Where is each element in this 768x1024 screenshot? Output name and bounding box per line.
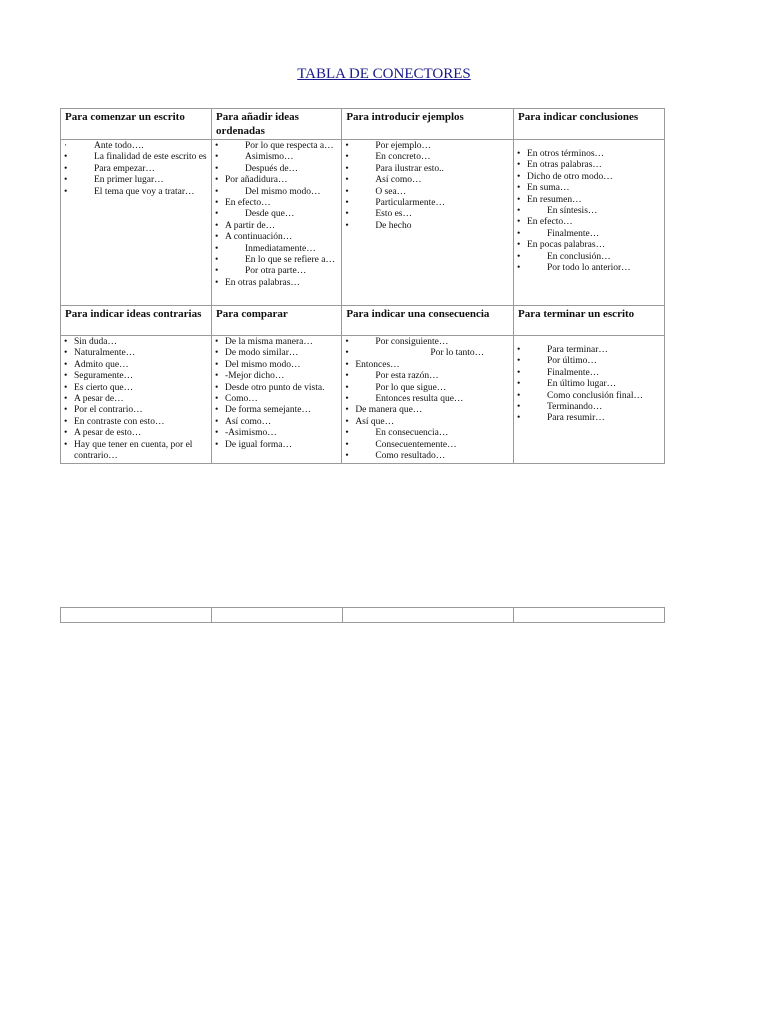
cell-conclusiones [513,140,664,306]
list-item [64,360,208,371]
list-item-text: Para terminar… [546,345,608,355]
list-item [215,255,338,266]
empty-cell [513,608,664,623]
list-item-text: De forma semejante… [225,405,311,416]
header-conclusiones: Para indicar conclusiones [513,109,664,140]
bullet-icon: • [215,371,219,382]
list-item [345,337,510,348]
bullet-icon: • [215,428,219,439]
table-row [61,608,665,623]
bullet-icon: • [516,251,521,262]
list-item [215,428,338,439]
header-terminar: Para terminar un escrito [513,306,664,336]
list-item-text: Así como… [375,175,422,186]
list-item [64,141,208,152]
list-item-text: A pesar de… [74,394,124,405]
bullet-icon: • [215,243,219,254]
bullet-icon: • [345,141,349,151]
bullet-icon: • [215,337,219,347]
bullet-icon: • [64,175,68,186]
list-item [215,152,338,163]
bullet-icon: • [64,152,68,163]
list-item [64,417,208,428]
list-item-text: En efecto… [526,217,573,228]
list-item-text: O sea… [375,186,407,197]
list-item [517,263,661,274]
list-item [64,175,208,186]
bullet-icon: • [215,198,219,209]
list-item-text: En otras palabras… [225,277,300,288]
list-item [517,356,661,367]
list-item [215,164,338,175]
list-item-text: Del mismo modo… [225,359,301,370]
list-item [345,383,510,394]
bullet-icon: • [516,390,521,401]
bullet-icon: • [345,428,349,439]
list-item [64,405,208,416]
header-consecuencia: Para indicar una consecuencia [342,306,514,336]
list-item [517,183,661,194]
bullet-icon: • [345,198,349,209]
list-item [517,379,661,390]
list-item-text: Por todo lo anterior… [546,263,631,274]
bullet-icon: • [215,359,219,370]
header-anadir: Para añadir ideas ordenadas [212,109,342,140]
list-item-text: En lo que se refiere a… [245,255,335,266]
list-item [345,360,510,371]
list-item [345,451,510,462]
table-row [61,140,665,306]
list-item [64,394,208,405]
bullet-icon: • [215,220,219,231]
list-item [345,405,510,416]
list-item-text: En otros términos… [526,149,605,159]
bullet-icon: • [345,163,349,174]
bullet-icon: • [345,405,349,416]
table-row [61,336,665,464]
list-item [64,187,208,198]
list-item [64,428,208,439]
empty-cell [61,608,212,623]
bullet-icon: · [64,141,68,151]
bullet-icon: • [516,183,521,194]
bullet-icon: • [516,160,521,171]
bullet-icon: • [516,413,521,424]
list-item [215,440,338,451]
list-item [517,413,661,424]
list-item [517,345,661,356]
cell-comparar [212,336,342,464]
list-item [64,348,208,359]
bullet-icon: • [516,149,521,159]
list-item-text: Entonces… [355,359,400,370]
header-comparar: Para comparar [212,306,342,336]
bullet-icon: • [215,186,219,197]
list-item [517,149,661,160]
list-item [517,195,661,206]
list-item-text: En primer lugar… [94,175,164,186]
bullet-icon: • [64,359,68,370]
list-item-text: Por lo que sigue… [375,382,447,393]
list-item [215,244,338,255]
bullet-icon: • [516,217,521,228]
bullet-icon: • [345,416,349,427]
bullet-icon: • [64,163,68,174]
bullet-icon: • [516,194,521,205]
list-item-text: Como resultado… [375,451,446,462]
list-item-text: El tema que voy a tratar… [94,186,195,197]
list-item-text: En concreto… [375,152,431,163]
list-item-text: Por otra parte… [245,266,307,277]
list-item [517,206,661,217]
list-item [517,368,661,379]
list-item-text: Es cierto que… [74,382,134,393]
list-item-text: Particularmente… [375,198,445,209]
header-ejemplos: Para introducir ejemplos [342,109,514,140]
list-item [215,417,338,428]
list-item [215,337,338,348]
list-item-text: Finalmente… [546,228,600,239]
list-item [345,187,510,198]
list-item-text: Por lo tanto… [430,348,485,359]
list-item [64,383,208,394]
list-item-text: En suma… [526,183,570,194]
list-item [517,252,661,263]
list-item-text: A partir de… [225,220,276,231]
list-item-text: Como conclusión final… [546,390,644,401]
bullet-icon: • [345,371,349,382]
list-item-text: Así que… [355,416,395,427]
list-item-text: La finalidad de este escrito es [94,152,207,163]
bullet-icon: • [345,439,349,450]
bullet-icon: • [64,416,68,427]
list-item-text: Admito que… [74,359,129,370]
list-item [215,278,338,289]
list-item-text: En pocas palabras… [526,240,606,251]
bullet-icon: • [215,152,219,163]
list-item-text: Por añadidura… [225,175,288,186]
list-item-text: En efecto… [225,198,271,209]
table-header-row [61,306,665,336]
bullet-icon: • [516,356,521,367]
list-item-text: Por lo que respecta a… [245,141,334,151]
list-item-text: Por el contrario… [74,405,143,416]
list-item [64,337,208,348]
empty-cell [342,608,513,623]
list-item [517,240,661,251]
list-item [215,198,338,209]
list-item-text: En contraste con esto… [74,416,165,427]
cell-contrarias [61,336,212,464]
list-item-text: Asimismo… [245,152,294,163]
list-item [345,175,510,186]
list-item-text: Para resumir… [546,413,605,424]
list-item-text: Desde otro punto de vista. [225,382,325,393]
bullet-icon: • [345,451,349,462]
list-item-text: -Mejor dicho… [225,371,285,382]
list-item-text: Ante todo…. [94,141,144,151]
list-item-text: De igual forma… [225,439,293,450]
list-item [215,348,338,359]
list-item-text: Entonces resulta que… [375,394,464,405]
bullet-icon: • [215,163,219,174]
bullet-icon: • [64,186,68,197]
bullet-icon: • [215,382,219,393]
list-item-text: Para empezar… [94,163,155,174]
list-item-text: De manera que… [355,405,423,416]
list-item [345,152,510,163]
bullet-icon: • [345,359,349,370]
list-item [345,428,510,439]
list-item-text: De la misma manera… [225,337,313,347]
list-item [215,371,338,382]
bullet-icon: • [345,382,349,393]
bullet-icon: • [516,228,521,239]
bullet-icon: • [215,266,219,277]
bullet-icon: • [64,382,68,393]
bullet-icon: • [64,405,68,416]
list-item-text: Por ejemplo… [375,141,431,151]
list-item [64,152,208,163]
bullet-icon: • [215,175,219,186]
bullet-icon: • [516,171,521,182]
empty-cell [212,608,343,623]
header-contrarias: Para indicar ideas contrarias [61,306,212,336]
list-item [215,383,338,394]
list-item [215,394,338,405]
list-item [215,232,338,243]
list-item-text: Esto es… [375,209,412,220]
list-item [345,198,510,209]
list-item [215,175,338,186]
bullet-icon: • [215,209,219,220]
table-header-row [61,109,665,140]
document-title: TABLA DE CONECTORES [297,66,471,82]
bullet-icon: • [516,345,521,355]
list-item [345,417,510,428]
list-item-text: Desde que… [245,209,295,220]
list-item [64,371,208,382]
list-item [517,160,661,171]
list-item-text: De modo similar… [225,348,299,359]
list-item [517,217,661,228]
list-item-text: Terminando… [546,402,603,413]
list-item-text: Del mismo modo… [245,186,321,197]
bullet-icon: • [215,394,219,405]
bullet-icon: • [215,232,219,243]
bullet-icon: • [516,379,521,390]
empty-table [60,607,665,623]
list-item-text: Sin duda… [74,337,118,347]
list-item [345,141,510,152]
list-item [345,209,510,220]
list-item-text: En último lugar… [546,379,617,390]
bullet-icon: • [345,209,349,220]
list-item-text: Hay que tener en cuenta, por el contrario… [74,439,193,462]
list-item [345,371,510,382]
bullet-icon: • [64,337,68,347]
bullet-icon: • [516,402,521,413]
list-item-text: Finalmente… [546,367,600,378]
bullet-icon: • [345,337,349,347]
bullet-icon: • [64,371,68,382]
list-item-text: En síntesis… [546,206,598,217]
bullet-icon: • [215,439,219,450]
list-item [345,348,510,359]
list-item [215,405,338,416]
bullet-icon: • [64,439,68,450]
connectors-table [60,108,665,464]
list-item [215,221,338,232]
bullet-icon: • [345,152,349,163]
list-item [215,360,338,371]
list-item-text: Por último… [546,356,597,367]
list-item [345,394,510,405]
bullet-icon: • [345,186,349,197]
list-item-text: A continuación… [225,232,293,243]
list-item-text: Seguramente… [74,371,134,382]
list-item [64,440,208,463]
list-item-text: Así como… [225,416,272,427]
list-item-text: Por consiguiente… [375,337,449,347]
bullet-icon: • [215,255,219,266]
cell-consecuencia [342,336,514,464]
list-item-text: -Asimismo… [225,428,277,439]
list-item-text: Para ilustrar esto.. [375,163,444,174]
list-item-text: En conclusión… [546,251,611,262]
bullet-icon: • [516,367,521,378]
bullet-icon: • [64,348,68,359]
list-item [215,266,338,277]
list-item [517,229,661,240]
bullet-icon: • [516,263,521,274]
list-item [215,187,338,198]
list-item [64,164,208,175]
bullet-icon: • [64,394,68,405]
bullet-icon: • [64,428,68,439]
list-item [215,209,338,220]
list-item [345,440,510,451]
list-item-text: En otras palabras… [526,160,602,171]
bullet-icon: • [215,405,219,416]
bullet-icon: • [215,416,219,427]
list-item [517,391,661,402]
cell-terminar [513,336,664,464]
bullet-icon: • [215,141,219,151]
bullet-icon: • [345,220,349,231]
list-item-text: Por esta razón… [375,371,439,382]
list-item-text: Después de… [245,163,299,174]
list-item-text: En consecuencia… [375,428,449,439]
list-item-text: De hecho [375,220,412,231]
bullet-icon: • [215,277,219,288]
list-item [517,402,661,413]
cell-comenzar [61,140,212,306]
list-item [215,141,338,152]
bullet-icon: • [345,348,349,359]
list-item-text: Como… [225,394,258,405]
list-item-text: Inmediatamente… [245,243,316,254]
bullet-icon: • [345,175,349,186]
bullet-icon: • [215,348,219,359]
header-comenzar: Para comenzar un escrito [61,109,212,140]
list-item-text: Consecuentemente… [375,439,457,450]
cell-anadir [212,140,342,306]
bullet-icon: • [345,394,349,405]
list-item [517,172,661,183]
bullet-icon: • [516,206,521,217]
list-item [345,164,510,175]
bullet-icon: • [516,240,521,251]
list-item-text: Dicho de otro modo… [526,171,613,182]
list-item-text: A pesar de esto… [74,428,142,439]
cell-ejemplos [342,140,514,306]
list-item-text: En resumen… [526,194,582,205]
list-item-text: Naturalmente… [74,348,136,359]
list-item [345,221,510,232]
